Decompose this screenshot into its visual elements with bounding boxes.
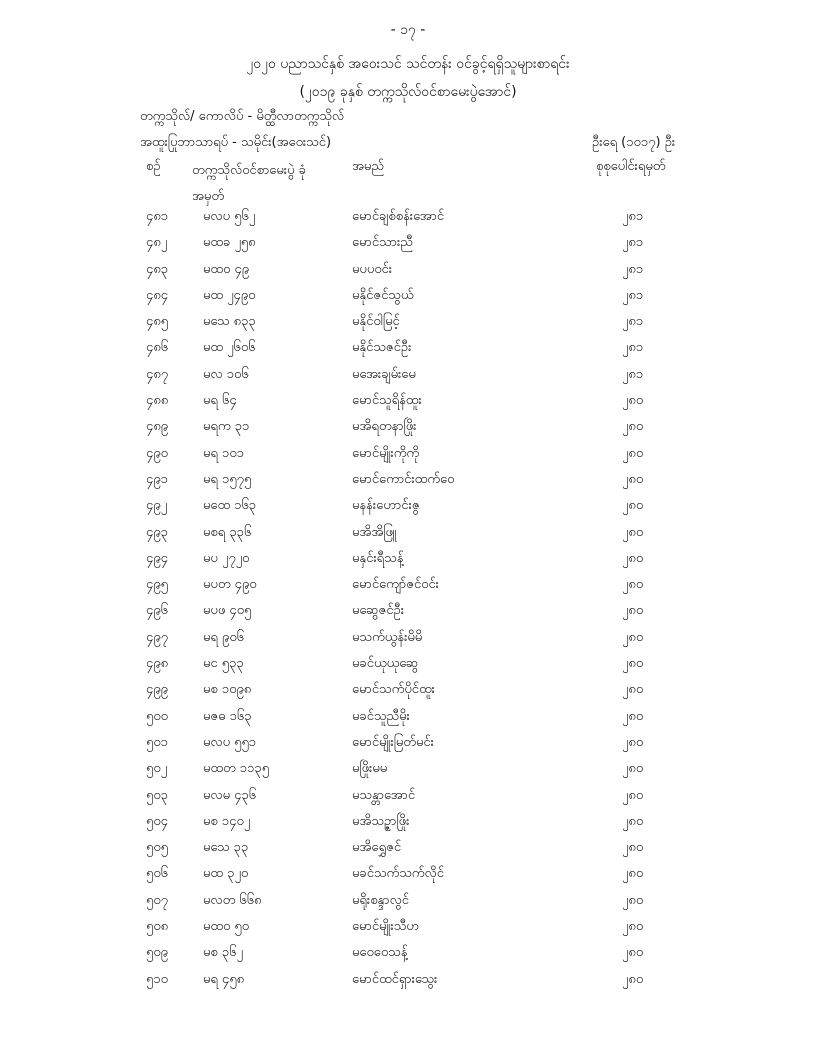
- row-number: ၅၁၀: [146, 971, 168, 987]
- page-number: - ၁၇ -: [390, 22, 426, 38]
- roll-number: မလ ၁၀၆: [203, 366, 249, 382]
- total-score: ၂၈၀: [622, 787, 644, 803]
- total-score: ၂၈၀: [622, 471, 644, 487]
- row-number: ၅၀၆: [146, 866, 168, 882]
- roll-number: မစ ၁၀၉၈: [203, 682, 252, 698]
- table-row: [0, 287, 816, 313]
- total-score: ၂၈၁: [622, 340, 644, 356]
- roll-number: မထ ၃၂၀: [203, 866, 249, 882]
- total-score: ၂၈၀: [622, 445, 644, 461]
- roll-number: မလမ ၄၃၆: [203, 787, 257, 803]
- student-name: မောင်သူရိန်ထူး: [352, 393, 422, 409]
- student-name: မရိုးစန္ဒာလွင်: [352, 892, 409, 908]
- total-score: ၂၈၁: [622, 366, 644, 382]
- total-score: ၂၈၀: [622, 919, 644, 935]
- table-row: [0, 524, 816, 550]
- row-number: ၅၀၁: [146, 734, 168, 750]
- table-row: [0, 629, 816, 655]
- row-number: ၄၈၂: [146, 235, 168, 251]
- table-row: [0, 261, 816, 287]
- total-score: ၂၈၀: [622, 524, 644, 540]
- row-number: ၄၉၂: [146, 498, 168, 514]
- row-number: ၄၈၅: [146, 314, 169, 330]
- student-name: မနန်းဟောင်းဇွ: [352, 498, 420, 514]
- roll-number: မဇဓ ၁၆၃: [203, 708, 252, 724]
- row-number: ၅၀၈: [146, 919, 169, 935]
- roll-number: မသေ ၃၃: [203, 840, 249, 856]
- student-name: မသန္တာအောင်: [352, 787, 416, 803]
- roll-number: မထ၀ ၄၉: [203, 261, 250, 277]
- total-score: ၂၈၀: [622, 708, 644, 724]
- total-score: ၂၈၀: [622, 498, 644, 514]
- roll-number: မရ ၆၄: [203, 393, 237, 409]
- roll-number: မရ ၁၀၁: [203, 445, 244, 461]
- results-table: [0, 208, 816, 997]
- table-row: [0, 497, 816, 523]
- header-name: အမည်: [352, 159, 384, 174]
- table-row: [0, 602, 816, 628]
- row-number: ၄၈၄: [146, 287, 169, 303]
- row-number: ၄၉၁: [146, 471, 168, 487]
- row-number: ၄၈၈: [146, 393, 169, 409]
- student-name: မောင်ကောင်းထက်ဝေ: [352, 471, 455, 487]
- total-score: ၂၈၀: [622, 656, 644, 672]
- roll-number: မပဖ ၄၀၅: [203, 603, 252, 619]
- table-row: [0, 839, 816, 865]
- total-score: ၂၈၀: [622, 629, 644, 645]
- roll-number: မထေ ၁၆၃: [203, 498, 257, 514]
- student-name: မခင်သက်သက်လိုင်: [352, 866, 444, 882]
- document-subtitle: (၂၀၁၉ ခုနှစ် တက္ကသိုလ်ဝင်စာမေးပွဲအောင်): [299, 84, 517, 100]
- student-name: မဖြိုးမမ: [352, 761, 388, 777]
- student-name: မအိအိဖြူ: [352, 524, 397, 540]
- total-score: ၂၈၀: [622, 892, 644, 908]
- table-row: [0, 339, 816, 365]
- roll-number: မလပ ၅၅၁: [203, 734, 257, 750]
- header-total: စုစုပေါင်းရမှတ်: [596, 159, 666, 174]
- row-number: ၄၈၆: [146, 340, 169, 356]
- row-number: ၄၉၇: [146, 629, 168, 645]
- total-score: ၂၈၀: [622, 577, 644, 593]
- row-number: ၄၉၆: [146, 603, 168, 619]
- roll-number: မစ ၃၆၂: [203, 945, 243, 961]
- roll-number: မပတ ၄၉၀: [203, 577, 257, 593]
- header-no: စဉ်: [146, 159, 161, 174]
- row-number: ၄၉၉: [146, 682, 168, 698]
- roll-number: မင ၅၃၃: [203, 656, 244, 672]
- student-name: မသက်ယွန်းမိမိ: [352, 629, 423, 645]
- row-number: ၄၉၀: [146, 445, 168, 461]
- document-title: ၂၀၂၀ ပညာသင်နှစ် အဝေးသင် သင်တန်း ဝင်ခွင့်ရရှိသူများစာရင်း: [246, 56, 570, 72]
- total-score: ၂၈၀: [622, 971, 644, 987]
- row-number: ၅၀၅: [146, 840, 168, 856]
- total-score: ၂၈၀: [622, 393, 644, 409]
- student-name: မောင်မျိုးသီဟ: [352, 919, 419, 935]
- student-name: မနိုင်ဝါမြင့်: [352, 314, 400, 330]
- student-name: မဆွေဇင်ဦး: [352, 603, 404, 619]
- table-row: [0, 445, 816, 471]
- student-name: မအေးချမ်းမေ: [352, 366, 416, 382]
- roll-number: မရ ၁၅၇၅: [203, 471, 252, 487]
- row-number: ၅၀၄: [146, 813, 168, 829]
- table-row: [0, 366, 816, 392]
- roll-number: မရက ၃၁: [203, 419, 250, 435]
- row-number: ၅၀၀: [146, 708, 168, 724]
- roll-number: မထဝ ၅၀: [203, 919, 250, 935]
- student-name: မအိရွှေဇင်: [352, 840, 402, 856]
- total-score: ၂၈၀: [622, 945, 644, 961]
- total-score: ၂၈၀: [622, 419, 644, 435]
- student-name: မောင်ကျော်ဇင်ဝင်း: [352, 577, 439, 593]
- roll-number: မထခ ၂၅၈: [203, 235, 256, 251]
- table-row: [0, 550, 816, 576]
- total-score: ၂၈၁: [622, 314, 644, 330]
- table-row: [0, 313, 816, 339]
- table-row: [0, 392, 816, 418]
- table-row: [0, 892, 816, 918]
- total-score: ၂၈၀: [622, 734, 644, 750]
- student-name: မအိသဉ္ဇာဖြိုး: [352, 813, 410, 829]
- roll-number: မသေ ၈၃၃: [203, 314, 256, 330]
- student-name: မခင်ယုယုဆွေ: [352, 656, 419, 672]
- student-name: မောင်မျိုးကိုကို: [352, 445, 420, 461]
- roll-number: မရ ၉၀၆: [203, 629, 244, 645]
- student-name: မောင်မျိုးမြတ်မင်း: [352, 734, 434, 750]
- table-row: [0, 418, 816, 444]
- row-number: ၄၉၄: [146, 550, 168, 566]
- table-row: [0, 813, 816, 839]
- total-score: ၂၈၀: [622, 603, 644, 619]
- total-score: ၂၈၁: [622, 235, 644, 251]
- total-score: ၂၈၀: [622, 840, 644, 856]
- major-line: အထူးပြုဘာသာရပ် - သမိုင်း(အဝေးသင်): [140, 135, 332, 150]
- roll-number: မထ ၂၄၉၀: [203, 287, 256, 303]
- row-number: ၄၉၃: [146, 524, 168, 540]
- row-number: ၅၀၃: [146, 787, 168, 803]
- student-name: မောင်ထင်ရှားသွေး: [352, 971, 438, 987]
- row-number: ၄၈၉: [146, 419, 169, 435]
- student-name: မအိရတနာဖြိုး: [352, 419, 417, 435]
- total-score: ၂၈၁: [622, 209, 644, 224]
- total-count-line: ဦးရေ (၁၀၁၇) ဦး: [592, 135, 676, 150]
- roll-number: မစ ၁၄၀၂: [203, 813, 251, 829]
- row-number: ၅၀၂: [146, 761, 168, 777]
- student-name: မနိုင်ဇင်သွယ်: [352, 287, 414, 303]
- row-number: ၅၀၇: [146, 892, 168, 908]
- table-row: [0, 787, 816, 813]
- table-row: [0, 655, 816, 681]
- table-row: [0, 918, 816, 944]
- roll-number: မလပ ၅၆၂: [203, 209, 256, 224]
- roll-number: မစရ ၃၃၆: [203, 524, 252, 540]
- student-name: မခင်သူညီမိုး: [352, 708, 410, 724]
- student-name: မဝေဝေသန့်: [352, 945, 408, 961]
- roll-number: မထတ ၁၁၃၅: [203, 761, 270, 777]
- total-score: ၂၈၀: [622, 761, 644, 777]
- total-score: ၂၈၀: [622, 866, 644, 882]
- university-line: တက္ကသိုလ်/ ကောလိပ် - မိတ္ထီလာတက္ကသိုလ်: [140, 109, 345, 124]
- total-score: ၂၈၀: [622, 813, 644, 829]
- table-row: [0, 734, 816, 760]
- roll-number: မလတ ၆၆၈: [203, 892, 262, 908]
- student-name: မပပဝင်း: [352, 261, 393, 277]
- student-name: မောင်သက်ပိုင်ထူး: [352, 682, 435, 698]
- student-name: မောင်ချစ်စန်းအောင်: [352, 209, 445, 224]
- roll-number: မရ ၄၅၈: [203, 971, 245, 987]
- table-row: [0, 471, 816, 497]
- row-number: ၄၈၇: [146, 366, 169, 382]
- row-number: ၄၈၃: [146, 261, 169, 277]
- table-row: [0, 865, 816, 891]
- row-number: ၄၉၅: [146, 577, 168, 593]
- student-name: မနိုင်သဇင်ဦး: [352, 340, 412, 356]
- table-row: [0, 208, 816, 234]
- student-name: မနှင်းရီသန့်: [352, 550, 404, 566]
- header-roll: တက္ကသိုလ်ဝင်စာမေးပွဲ ခုံအမှတ်: [192, 163, 306, 204]
- table-row: [0, 681, 816, 707]
- row-number: ၄၈၁: [146, 209, 169, 224]
- table-row: [0, 944, 816, 970]
- table-row: [0, 576, 816, 602]
- total-score: ၂၈၁: [622, 287, 644, 303]
- table-row: [0, 971, 816, 997]
- table-row: [0, 760, 816, 786]
- table-row: [0, 708, 816, 734]
- roll-number: မထ ၂၆၀၆: [203, 340, 256, 356]
- total-score: ၂၈၁: [622, 261, 644, 277]
- row-number: ၅၀၉: [146, 945, 168, 961]
- total-score: ၂၈၀: [622, 682, 644, 698]
- total-score: ၂၈၀: [622, 550, 644, 566]
- roll-number: မပ ၂၇၂၀: [203, 550, 250, 566]
- row-number: ၄၉၈: [146, 656, 169, 672]
- table-row: [0, 234, 816, 260]
- student-name: မောင်သားညီ: [352, 235, 413, 251]
